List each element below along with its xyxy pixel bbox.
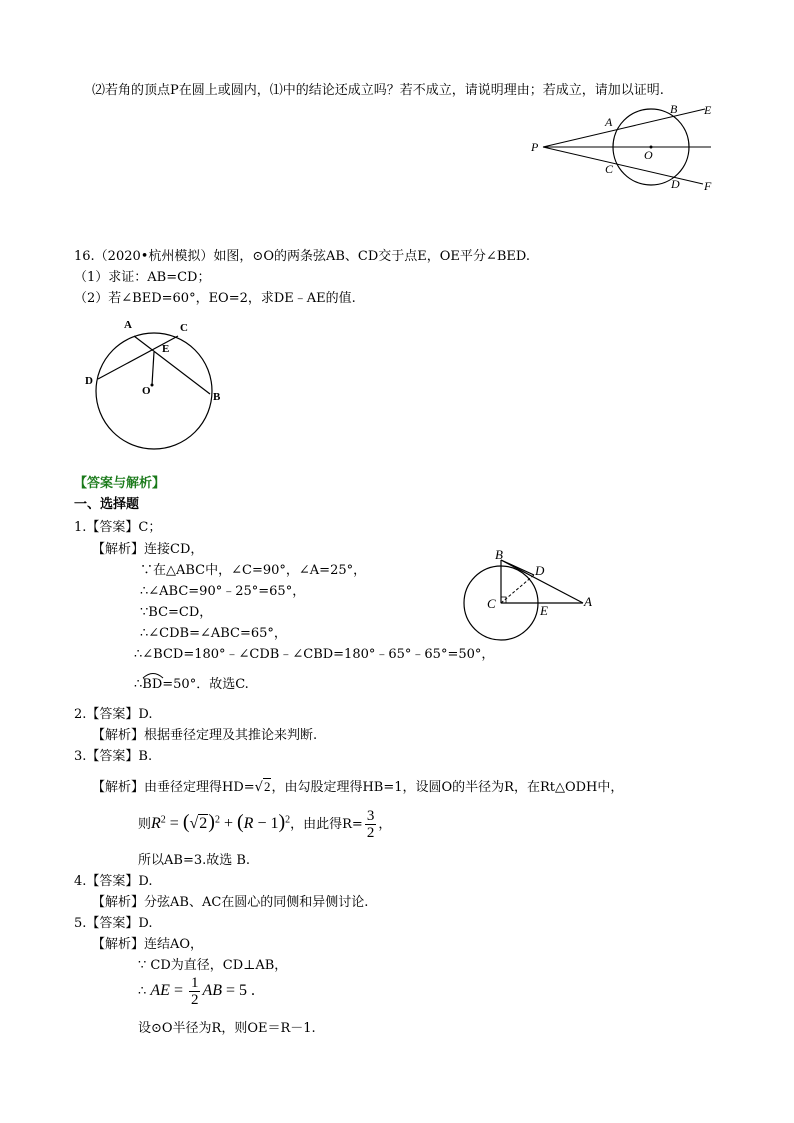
fig16-label-e: E — [162, 343, 170, 355]
fig16-segment-oe — [152, 352, 154, 385]
fig15-label-b: B — [670, 102, 678, 116]
fig16-center-dot — [151, 384, 154, 387]
a3-analysis — [92, 776, 623, 795]
a5-fraction — [189, 975, 201, 1008]
fig15-label-a: A — [605, 115, 613, 129]
a3-fraction — [365, 808, 377, 841]
fig15-label-f: F — [704, 179, 712, 193]
q15-part2-text: ⑵若角的顶点P在圆上或圆内，⑴中的结论还成立吗？若不成立，请说明理由；若成立，请加以证明. — [92, 83, 664, 98]
a3-eq-sup-a: 2 — [214, 814, 220, 826]
a1-answer: 1.【答案】C； — [74, 520, 162, 535]
a5-frac-den: 2 — [190, 992, 199, 1008]
fig1-label-a: A — [584, 594, 592, 609]
fig1-label-b: B — [495, 548, 503, 562]
a3-after: 所以AB=3.故选 B. — [138, 853, 251, 868]
a5-line2 — [138, 975, 255, 1008]
a5-answer: 5.【答案】D. — [74, 916, 153, 931]
fig16-label-c: C — [180, 322, 188, 334]
a1-analysis: 【解析】连接CD， — [92, 542, 204, 557]
a3-eq-equals: = — [165, 815, 183, 832]
a3-frac-den: 2 — [366, 825, 375, 841]
a3-equation: 则$R^2 = (√2)^2 + (R - 1)^2$，由此得R= $\frac{3}{2}$ ， — [138, 808, 392, 841]
fig16-circle — [96, 333, 212, 449]
a1-line3: ∵BC=CD， — [140, 605, 213, 620]
fig16-label-o: O — [142, 385, 151, 397]
fig16-label-d: D — [85, 375, 93, 387]
a1-line6-prefix: ∴ — [134, 677, 143, 692]
fig1-label-c: C — [487, 596, 496, 611]
fig15-label-o: O — [644, 148, 653, 162]
fig15-label-c: C — [605, 162, 614, 176]
q16-part1: （1）求证：AB=CD； — [74, 270, 211, 285]
a5-l2-ae: AE — [150, 982, 170, 999]
fig16-label-a: A — [124, 319, 132, 331]
a3-sqrt-value: 2 — [263, 779, 271, 794]
sqrt-sign-2: √ — [189, 815, 199, 832]
q16-part2: （2）若∠BED=60°，EO=2，求DE﹣AE的值. — [74, 291, 356, 306]
a1-line2: ∴∠ABC=90°﹣25°=65°， — [140, 584, 306, 599]
q16-title: 16.（2020•杭州模拟）如图，⊙O的两条弦AB、CD交于点E，OE平分∠BED. — [74, 249, 530, 264]
a3-eq-r1: R — [243, 815, 254, 832]
fig15-line-pe — [543, 109, 705, 147]
a3-eq-mid: ，由此得R= — [290, 817, 363, 832]
fig15-label-d: D — [671, 177, 680, 191]
a3-eq-minus1: − 1 — [253, 815, 279, 832]
a5-l2-eq: = — [169, 982, 187, 999]
fig15-diagram — [525, 98, 725, 198]
a5-frac-num: 1 — [190, 975, 199, 991]
a4-analysis: 【解析】分弦AB、AC在圆心的同侧和异侧讨论. — [92, 895, 369, 910]
a5-analysis: 【解析】连结AO， — [92, 937, 204, 952]
a3-eq-r: R — [151, 815, 161, 832]
a1-line5: ∴∠BCD=180°﹣∠CDB﹣∠CBD=180°﹣65°﹣65°=50°， — [134, 647, 495, 662]
fig1-segment-bd — [501, 560, 534, 575]
a2-answer: 2.【答案】D. — [74, 707, 153, 722]
a3-analysis-a: 【解析】由垂径定理得HD= — [92, 780, 255, 795]
arc-bd-label: BD — [142, 677, 163, 692]
a5-l2-end: = 5 . — [222, 982, 256, 999]
a3-eq-sqrt: 2 — [199, 815, 208, 832]
a5-l2-prefix: ∴ — [138, 984, 151, 999]
answers-header: 【答案与解析】 — [74, 476, 166, 491]
a3-analysis-b: ，由勾股定理得HB=1，设圆O的半径为R，在Rt△ODH中， — [271, 780, 624, 795]
arc-bd — [142, 677, 162, 692]
a2-analysis: 【解析】根据垂径定理及其推论来判断. — [92, 728, 318, 743]
a3-eq-prefix: 则 — [138, 817, 152, 832]
fig1-label-d: D — [535, 563, 545, 578]
a1-line6-rest: =50°．故选C. — [162, 677, 249, 692]
fig16-label-b: B — [213, 391, 221, 403]
a1-line1: ∵在△ABC中，∠C=90°，∠A=25°， — [140, 563, 367, 578]
a3-eq-sup-b: 2 — [285, 814, 291, 826]
a5-line1: ∵ CD为直径，CD⊥AB， — [138, 958, 288, 973]
a3-eq-sup: 2 — [160, 814, 166, 826]
a3-eq-end: ， — [378, 817, 392, 832]
section-choice-title: 一、选择题 — [74, 497, 140, 512]
fig1-label-e: E — [540, 603, 548, 618]
fig15-label-p: P — [531, 140, 539, 154]
a1-line6 — [134, 673, 249, 692]
fig1-diagram — [455, 548, 605, 648]
a3-frac-num: 3 — [366, 808, 375, 824]
fig15-label-e: E — [704, 103, 712, 117]
a3-answer: 3.【答案】B. — [74, 749, 153, 764]
a1-line4: ∴∠CDB=∠ABC=65°， — [140, 626, 287, 641]
fig16-diagram — [80, 314, 230, 474]
sqrt-sign: √ — [254, 780, 263, 795]
a5-l2-ab: AB — [202, 982, 223, 999]
a4-answer: 4.【答案】D. — [74, 874, 153, 889]
a5-line3: 设⊙O半径为R，则OE＝R－1. — [138, 1021, 316, 1036]
